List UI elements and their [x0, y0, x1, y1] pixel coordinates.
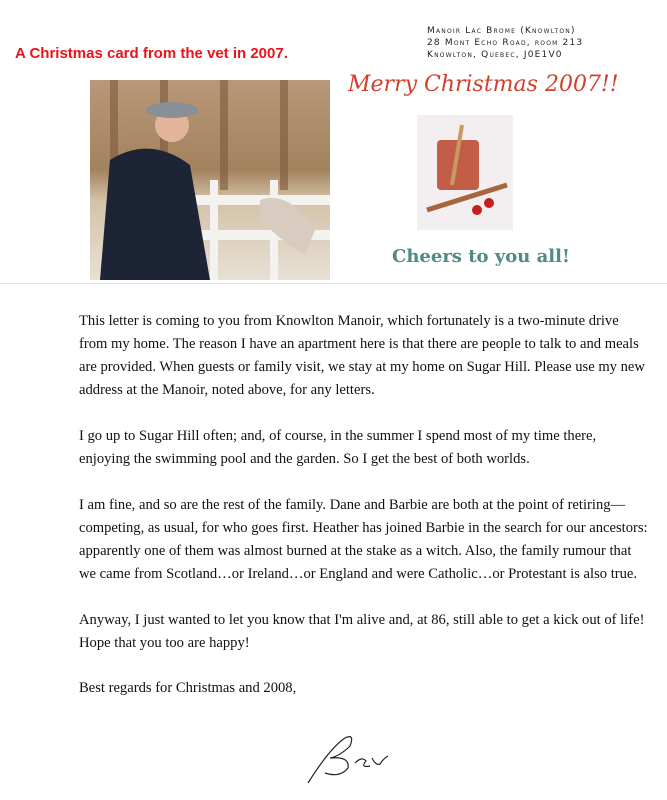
handwritten-signature	[300, 728, 410, 793]
return-address	[427, 25, 583, 61]
letter-paragraph: This letter is coming to you from Knowlton Manoir, which fortunately is a two-minute drive from my home. The reason I have an apartment here is that there are people to talk to and meals are provided. When guests or family visit, we stay at my home on Sugar Hill. Please use my new address at the Manoir, noted above, for any letters.	[79, 313, 645, 398]
letter-paragraph: I am fine, and so are the rest of the family. Dane and Barbie are both at the point of retiring—competing, as usual, for who goes first. Heather has joined Barbie in the search for our ancestors: apparently one of them was almost burned at the stake as a witch. Also, the family rumour that we came from Scotland…or Ireland…or England and were Catholic…or Protestant is also true.	[79, 497, 648, 582]
letter-paragraph: I go up to Sugar Hill often; and, of course, in the summer I spend most of my time there, enjoying the swimming pool and the garden. So I get the best of both worlds.	[79, 428, 597, 467]
card-cheers: Cheers to you all!	[392, 246, 570, 267]
address-line: Knowlton, Quebec, J0E1V0	[427, 50, 563, 60]
address-line: Manoir Lac Brome (Knowlton)	[427, 26, 576, 36]
mulled-wine-image	[417, 115, 513, 230]
address-line: 28 Mont Echo Road, room 213	[427, 38, 584, 48]
letter-closing: Best regards for Christmas and 2008,	[79, 680, 297, 696]
caption: A Christmas card from the vet in 2007.	[15, 45, 288, 62]
letter-paragraph: Anyway, I just wanted to let you know that I'm alive and, at 86, still able to get a kick out of life! Hope that you too are happy!	[79, 612, 645, 651]
card-greeting: Merry Christmas 2007!!	[348, 72, 619, 97]
fold-line	[0, 283, 667, 284]
photo-man-with-goat	[90, 80, 330, 280]
